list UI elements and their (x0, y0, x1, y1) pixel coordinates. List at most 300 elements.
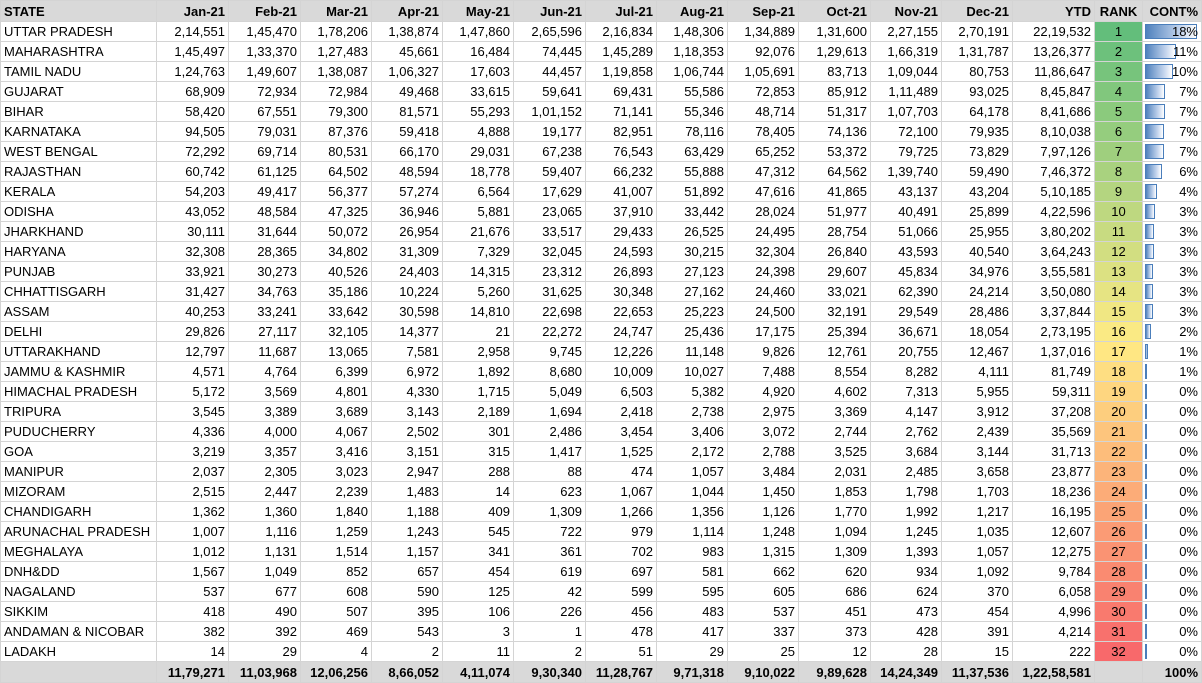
month-cell[interactable]: 391 (942, 622, 1013, 642)
month-cell[interactable]: 25,223 (657, 302, 728, 322)
month-cell[interactable]: 30,348 (586, 282, 657, 302)
month-cell[interactable]: 686 (799, 582, 871, 602)
contribution-cell[interactable] (1143, 242, 1202, 262)
ytd-cell[interactable]: 8,45,847 (1013, 82, 1095, 102)
month-cell[interactable]: 1,31,787 (942, 42, 1013, 62)
month-cell[interactable]: 31,427 (157, 282, 229, 302)
month-cell[interactable]: 12,797 (157, 342, 229, 362)
rank-cell[interactable]: 10 (1095, 202, 1143, 222)
month-cell[interactable]: 29,607 (799, 262, 871, 282)
month-cell[interactable]: 9,745 (514, 342, 586, 362)
contribution-cell[interactable] (1143, 522, 1202, 542)
month-cell[interactable]: 590 (372, 582, 443, 602)
month-cell[interactable]: 24,500 (728, 302, 799, 322)
contribution-cell[interactable] (1143, 82, 1202, 102)
total-rank-cell[interactable] (1095, 662, 1143, 683)
month-cell[interactable]: 33,921 (157, 262, 229, 282)
month-cell[interactable]: 25,394 (799, 322, 871, 342)
month-cell[interactable]: 315 (443, 442, 514, 462)
month-cell[interactable]: 2,439 (942, 422, 1013, 442)
month-cell[interactable]: 979 (586, 522, 657, 542)
month-cell[interactable]: 49,468 (372, 82, 443, 102)
month-cell[interactable]: 14,810 (443, 302, 514, 322)
month-cell[interactable]: 55,346 (657, 102, 728, 122)
month-cell[interactable]: 59,490 (942, 162, 1013, 182)
state-cell[interactable]: DELHI (1, 322, 157, 342)
month-cell[interactable]: 1,567 (157, 562, 229, 582)
month-cell[interactable]: 51,317 (799, 102, 871, 122)
month-cell[interactable]: 29,031 (443, 142, 514, 162)
month-cell[interactable]: 48,594 (372, 162, 443, 182)
month-cell[interactable]: 605 (728, 582, 799, 602)
month-cell[interactable]: 934 (871, 562, 942, 582)
month-cell[interactable]: 2,958 (443, 342, 514, 362)
contribution-cell[interactable] (1143, 442, 1202, 462)
state-cell[interactable]: WEST BENGAL (1, 142, 157, 162)
state-cell[interactable]: NAGALAND (1, 582, 157, 602)
rank-cell[interactable]: 21 (1095, 422, 1143, 442)
column-header[interactable]: May-21 (443, 1, 514, 22)
month-cell[interactable]: 3,416 (301, 442, 372, 462)
month-cell[interactable]: 1,514 (301, 542, 372, 562)
month-cell[interactable]: 62,390 (871, 282, 942, 302)
month-cell[interactable]: 94,505 (157, 122, 229, 142)
total-month-cell[interactable]: 11,79,271 (157, 662, 229, 683)
month-cell[interactable]: 25 (728, 642, 799, 662)
column-header[interactable]: STATE (1, 1, 157, 22)
month-cell[interactable]: 6,564 (443, 182, 514, 202)
month-cell[interactable]: 28,486 (942, 302, 1013, 322)
month-cell[interactable]: 3,357 (229, 442, 301, 462)
month-cell[interactable]: 473 (871, 602, 942, 622)
month-cell[interactable]: 5,260 (443, 282, 514, 302)
contribution-cell[interactable] (1143, 642, 1202, 662)
month-cell[interactable]: 74,136 (799, 122, 871, 142)
column-header[interactable]: Jul-21 (586, 1, 657, 22)
month-cell[interactable]: 106 (443, 602, 514, 622)
month-cell[interactable]: 2,305 (229, 462, 301, 482)
month-cell[interactable]: 2,447 (229, 482, 301, 502)
month-cell[interactable]: 4,602 (799, 382, 871, 402)
month-cell[interactable]: 59,418 (372, 122, 443, 142)
month-cell[interactable]: 6,503 (586, 382, 657, 402)
month-cell[interactable]: 409 (443, 502, 514, 522)
total-month-cell[interactable]: 9,30,340 (514, 662, 586, 683)
column-header[interactable]: Jan-21 (157, 1, 229, 22)
state-cell[interactable]: UTTAR PRADESH (1, 22, 157, 42)
month-cell[interactable]: 1,245 (871, 522, 942, 542)
ytd-cell[interactable]: 7,46,372 (1013, 162, 1095, 182)
month-cell[interactable]: 43,137 (871, 182, 942, 202)
month-cell[interactable]: 65,252 (728, 142, 799, 162)
month-cell[interactable]: 10,224 (372, 282, 443, 302)
month-cell[interactable]: 69,714 (229, 142, 301, 162)
month-cell[interactable]: 1,18,353 (657, 42, 728, 62)
ytd-cell[interactable]: 3,80,202 (1013, 222, 1095, 242)
month-cell[interactable]: 93,025 (942, 82, 1013, 102)
contribution-cell[interactable] (1143, 582, 1202, 602)
ytd-cell[interactable]: 16,195 (1013, 502, 1095, 522)
month-cell[interactable]: 79,935 (942, 122, 1013, 142)
month-cell[interactable]: 1,47,860 (443, 22, 514, 42)
month-cell[interactable]: 4 (301, 642, 372, 662)
month-cell[interactable]: 395 (372, 602, 443, 622)
month-cell[interactable]: 4,147 (871, 402, 942, 422)
month-cell[interactable]: 1,067 (586, 482, 657, 502)
month-cell[interactable]: 490 (229, 602, 301, 622)
month-cell[interactable]: 1,057 (657, 462, 728, 482)
month-cell[interactable]: 47,616 (728, 182, 799, 202)
rank-cell[interactable]: 7 (1095, 142, 1143, 162)
month-cell[interactable]: 43,052 (157, 202, 229, 222)
month-cell[interactable]: 15 (942, 642, 1013, 662)
month-cell[interactable]: 469 (301, 622, 372, 642)
month-cell[interactable]: 1,266 (586, 502, 657, 522)
month-cell[interactable]: 1,417 (514, 442, 586, 462)
contribution-cell[interactable] (1143, 22, 1202, 42)
month-cell[interactable]: 2,172 (657, 442, 728, 462)
rank-cell[interactable]: 11 (1095, 222, 1143, 242)
month-cell[interactable]: 9,826 (728, 342, 799, 362)
month-cell[interactable]: 76,543 (586, 142, 657, 162)
ytd-cell[interactable]: 3,50,080 (1013, 282, 1095, 302)
contribution-cell[interactable] (1143, 422, 1202, 442)
month-cell[interactable]: 19,177 (514, 122, 586, 142)
month-cell[interactable]: 1,34,889 (728, 22, 799, 42)
month-cell[interactable]: 12 (799, 642, 871, 662)
state-cell[interactable]: DNH&DD (1, 562, 157, 582)
month-cell[interactable]: 33,642 (301, 302, 372, 322)
month-cell[interactable]: 72,292 (157, 142, 229, 162)
state-cell[interactable]: JAMMU & KASHMIR (1, 362, 157, 382)
month-cell[interactable]: 80,753 (942, 62, 1013, 82)
state-cell[interactable]: LADAKH (1, 642, 157, 662)
month-cell[interactable]: 32,045 (514, 242, 586, 262)
month-cell[interactable]: 8,554 (799, 362, 871, 382)
contribution-cell[interactable] (1143, 62, 1202, 82)
rank-cell[interactable]: 9 (1095, 182, 1143, 202)
rank-cell[interactable]: 27 (1095, 542, 1143, 562)
month-cell[interactable]: 79,300 (301, 102, 372, 122)
totals-label-cell[interactable] (1, 662, 157, 683)
month-cell[interactable]: 40,253 (157, 302, 229, 322)
contribution-cell[interactable] (1143, 562, 1202, 582)
month-cell[interactable]: 22,653 (586, 302, 657, 322)
ytd-cell[interactable]: 9,784 (1013, 562, 1095, 582)
month-cell[interactable]: 382 (157, 622, 229, 642)
ytd-cell[interactable]: 11,86,647 (1013, 62, 1095, 82)
ytd-cell[interactable]: 13,26,377 (1013, 42, 1095, 62)
rank-cell[interactable]: 28 (1095, 562, 1143, 582)
rank-cell[interactable]: 30 (1095, 602, 1143, 622)
month-cell[interactable]: 1,483 (372, 482, 443, 502)
contribution-cell[interactable] (1143, 262, 1202, 282)
month-cell[interactable]: 1,09,044 (871, 62, 942, 82)
month-cell[interactable]: 2,189 (443, 402, 514, 422)
month-cell[interactable]: 35,186 (301, 282, 372, 302)
month-cell[interactable]: 3,144 (942, 442, 1013, 462)
month-cell[interactable]: 48,584 (229, 202, 301, 222)
ytd-cell[interactable]: 81,749 (1013, 362, 1095, 382)
month-cell[interactable]: 33,615 (443, 82, 514, 102)
month-cell[interactable]: 4,888 (443, 122, 514, 142)
month-cell[interactable]: 1,356 (657, 502, 728, 522)
month-cell[interactable]: 1,07,703 (871, 102, 942, 122)
month-cell[interactable]: 4,000 (229, 422, 301, 442)
month-cell[interactable]: 33,021 (799, 282, 871, 302)
month-cell[interactable]: 6,972 (372, 362, 443, 382)
month-cell[interactable]: 45,834 (871, 262, 942, 282)
month-cell[interactable]: 1,703 (942, 482, 1013, 502)
month-cell[interactable]: 55,586 (657, 82, 728, 102)
rank-cell[interactable]: 23 (1095, 462, 1143, 482)
month-cell[interactable]: 662 (728, 562, 799, 582)
total-contribution-cell[interactable]: 100% (1143, 662, 1202, 683)
contribution-cell[interactable] (1143, 402, 1202, 422)
state-cell[interactable]: RAJASTHAN (1, 162, 157, 182)
month-cell[interactable]: 51,977 (799, 202, 871, 222)
ytd-cell[interactable]: 4,996 (1013, 602, 1095, 622)
column-header[interactable]: Nov-21 (871, 1, 942, 22)
total-month-cell[interactable]: 11,28,767 (586, 662, 657, 683)
column-header[interactable]: Apr-21 (372, 1, 443, 22)
month-cell[interactable]: 21,676 (443, 222, 514, 242)
month-cell[interactable]: 14 (157, 642, 229, 662)
month-cell[interactable]: 1,007 (157, 522, 229, 542)
month-cell[interactable]: 1,798 (871, 482, 942, 502)
state-cell[interactable]: ARUNACHAL PRADESH (1, 522, 157, 542)
month-cell[interactable]: 1,01,152 (514, 102, 586, 122)
month-cell[interactable]: 32,105 (301, 322, 372, 342)
month-cell[interactable]: 337 (728, 622, 799, 642)
month-cell[interactable]: 619 (514, 562, 586, 582)
ytd-cell[interactable]: 59,311 (1013, 382, 1095, 402)
ytd-cell[interactable]: 3,37,844 (1013, 302, 1095, 322)
month-cell[interactable]: 2,515 (157, 482, 229, 502)
month-cell[interactable]: 4,111 (942, 362, 1013, 382)
month-cell[interactable]: 226 (514, 602, 586, 622)
month-cell[interactable]: 5,881 (443, 202, 514, 222)
month-cell[interactable]: 1,259 (301, 522, 372, 542)
month-cell[interactable]: 14 (443, 482, 514, 502)
month-cell[interactable]: 28,024 (728, 202, 799, 222)
month-cell[interactable]: 16,484 (443, 42, 514, 62)
month-cell[interactable]: 1,992 (871, 502, 942, 522)
rank-cell[interactable]: 8 (1095, 162, 1143, 182)
month-cell[interactable]: 1,45,289 (586, 42, 657, 62)
month-cell[interactable]: 28,754 (799, 222, 871, 242)
month-cell[interactable]: 3 (443, 622, 514, 642)
month-cell[interactable]: 31,644 (229, 222, 301, 242)
month-cell[interactable]: 87,376 (301, 122, 372, 142)
month-cell[interactable]: 63,429 (657, 142, 728, 162)
month-cell[interactable]: 1,38,087 (301, 62, 372, 82)
month-cell[interactable]: 80,531 (301, 142, 372, 162)
ytd-cell[interactable]: 12,275 (1013, 542, 1095, 562)
month-cell[interactable]: 40,540 (942, 242, 1013, 262)
month-cell[interactable]: 34,976 (942, 262, 1013, 282)
month-cell[interactable]: 55,293 (443, 102, 514, 122)
rank-cell[interactable]: 17 (1095, 342, 1143, 362)
state-cell[interactable]: KARNATAKA (1, 122, 157, 142)
month-cell[interactable]: 32,304 (728, 242, 799, 262)
month-cell[interactable]: 69,431 (586, 82, 657, 102)
month-cell[interactable]: 288 (443, 462, 514, 482)
month-cell[interactable]: 3,143 (372, 402, 443, 422)
month-cell[interactable]: 1,853 (799, 482, 871, 502)
state-cell[interactable]: UTTARAKHAND (1, 342, 157, 362)
month-cell[interactable]: 1,19,858 (586, 62, 657, 82)
month-cell[interactable]: 24,747 (586, 322, 657, 342)
month-cell[interactable]: 2,418 (586, 402, 657, 422)
state-cell[interactable]: HARYANA (1, 242, 157, 262)
contribution-cell[interactable] (1143, 342, 1202, 362)
column-header[interactable]: YTD (1013, 1, 1095, 22)
column-header[interactable]: CONT% (1143, 1, 1202, 22)
month-cell[interactable]: 26,954 (372, 222, 443, 242)
month-cell[interactable]: 3,151 (372, 442, 443, 462)
month-cell[interactable]: 72,100 (871, 122, 942, 142)
month-cell[interactable]: 18,778 (443, 162, 514, 182)
month-cell[interactable]: 1,044 (657, 482, 728, 502)
month-cell[interactable]: 1,770 (799, 502, 871, 522)
rank-cell[interactable]: 31 (1095, 622, 1143, 642)
month-cell[interactable]: 3,689 (301, 402, 372, 422)
month-cell[interactable]: 28 (871, 642, 942, 662)
month-cell[interactable]: 1,116 (229, 522, 301, 542)
ytd-cell[interactable]: 6,058 (1013, 582, 1095, 602)
state-cell[interactable]: TAMIL NADU (1, 62, 157, 82)
ytd-cell[interactable]: 4,214 (1013, 622, 1095, 642)
month-cell[interactable]: 3,369 (799, 402, 871, 422)
month-cell[interactable]: 1,114 (657, 522, 728, 542)
month-cell[interactable]: 73,829 (942, 142, 1013, 162)
month-cell[interactable]: 22,272 (514, 322, 586, 342)
month-cell[interactable]: 24,214 (942, 282, 1013, 302)
month-cell[interactable]: 4,920 (728, 382, 799, 402)
month-cell[interactable]: 40,491 (871, 202, 942, 222)
month-cell[interactable]: 7,329 (443, 242, 514, 262)
month-cell[interactable]: 428 (871, 622, 942, 642)
month-cell[interactable]: 29,433 (586, 222, 657, 242)
month-cell[interactable]: 125 (443, 582, 514, 602)
contribution-cell[interactable] (1143, 202, 1202, 222)
month-cell[interactable]: 657 (372, 562, 443, 582)
month-cell[interactable]: 43,593 (871, 242, 942, 262)
state-cell[interactable]: GOA (1, 442, 157, 462)
rank-cell[interactable]: 19 (1095, 382, 1143, 402)
month-cell[interactable]: 43,204 (942, 182, 1013, 202)
state-cell[interactable]: MAHARASHTRA (1, 42, 157, 62)
month-cell[interactable]: 32,308 (157, 242, 229, 262)
month-cell[interactable]: 2,486 (514, 422, 586, 442)
ytd-cell[interactable]: 2,73,195 (1013, 322, 1095, 342)
month-cell[interactable]: 3,023 (301, 462, 372, 482)
month-cell[interactable]: 454 (942, 602, 1013, 622)
month-cell[interactable]: 83,713 (799, 62, 871, 82)
month-cell[interactable]: 29,549 (871, 302, 942, 322)
rank-cell[interactable]: 4 (1095, 82, 1143, 102)
month-cell[interactable]: 81,571 (372, 102, 443, 122)
month-cell[interactable]: 483 (657, 602, 728, 622)
rank-cell[interactable]: 3 (1095, 62, 1143, 82)
month-cell[interactable]: 67,238 (514, 142, 586, 162)
month-cell[interactable]: 37,910 (586, 202, 657, 222)
total-month-cell[interactable]: 9,10,022 (728, 662, 799, 683)
column-header[interactable]: Dec-21 (942, 1, 1013, 22)
month-cell[interactable]: 24,460 (728, 282, 799, 302)
ytd-cell[interactable]: 23,877 (1013, 462, 1095, 482)
month-cell[interactable]: 1,05,691 (728, 62, 799, 82)
month-cell[interactable]: 24,495 (728, 222, 799, 242)
month-cell[interactable]: 2 (372, 642, 443, 662)
month-cell[interactable]: 392 (229, 622, 301, 642)
month-cell[interactable]: 92,076 (728, 42, 799, 62)
state-cell[interactable]: ANDAMAN & NICOBAR (1, 622, 157, 642)
rank-cell[interactable]: 22 (1095, 442, 1143, 462)
state-cell[interactable]: CHHATTISGARH (1, 282, 157, 302)
month-cell[interactable]: 34,763 (229, 282, 301, 302)
month-cell[interactable]: 50,072 (301, 222, 372, 242)
contribution-cell[interactable] (1143, 542, 1202, 562)
month-cell[interactable]: 1,33,370 (229, 42, 301, 62)
month-cell[interactable]: 17,629 (514, 182, 586, 202)
month-cell[interactable]: 23,065 (514, 202, 586, 222)
month-cell[interactable]: 1,38,874 (372, 22, 443, 42)
total-month-cell[interactable]: 11,37,536 (942, 662, 1013, 683)
ytd-cell[interactable]: 8,10,038 (1013, 122, 1095, 142)
month-cell[interactable]: 27,117 (229, 322, 301, 342)
rank-cell[interactable]: 20 (1095, 402, 1143, 422)
month-cell[interactable]: 28,365 (229, 242, 301, 262)
month-cell[interactable]: 31,309 (372, 242, 443, 262)
month-cell[interactable]: 1,450 (728, 482, 799, 502)
month-cell[interactable]: 33,517 (514, 222, 586, 242)
contribution-cell[interactable] (1143, 602, 1202, 622)
month-cell[interactable]: 27,123 (657, 262, 728, 282)
contribution-cell[interactable] (1143, 462, 1202, 482)
month-cell[interactable]: 4,067 (301, 422, 372, 442)
month-cell[interactable]: 47,325 (301, 202, 372, 222)
rank-cell[interactable]: 13 (1095, 262, 1143, 282)
month-cell[interactable]: 1,48,306 (657, 22, 728, 42)
month-cell[interactable]: 1,309 (514, 502, 586, 522)
state-cell[interactable]: CHANDIGARH (1, 502, 157, 522)
month-cell[interactable]: 88 (514, 462, 586, 482)
month-cell[interactable]: 53,372 (799, 142, 871, 162)
total-month-cell[interactable]: 4,11,074 (443, 662, 514, 683)
column-header[interactable]: RANK (1095, 1, 1143, 22)
state-cell[interactable]: JHARKHAND (1, 222, 157, 242)
month-cell[interactable]: 1,06,327 (372, 62, 443, 82)
month-cell[interactable]: 4,336 (157, 422, 229, 442)
month-cell[interactable]: 3,406 (657, 422, 728, 442)
month-cell[interactable]: 78,405 (728, 122, 799, 142)
state-cell[interactable]: ASSAM (1, 302, 157, 322)
month-cell[interactable]: 3,219 (157, 442, 229, 462)
state-cell[interactable]: HIMACHAL PRADESH (1, 382, 157, 402)
month-cell[interactable]: 24,593 (586, 242, 657, 262)
month-cell[interactable]: 543 (372, 622, 443, 642)
month-cell[interactable]: 61,125 (229, 162, 301, 182)
month-cell[interactable]: 1 (514, 622, 586, 642)
month-cell[interactable]: 59,641 (514, 82, 586, 102)
month-cell[interactable]: 26,840 (799, 242, 871, 262)
month-cell[interactable]: 34,802 (301, 242, 372, 262)
month-cell[interactable]: 2 (514, 642, 586, 662)
month-cell[interactable]: 722 (514, 522, 586, 542)
month-cell[interactable]: 1,393 (871, 542, 942, 562)
